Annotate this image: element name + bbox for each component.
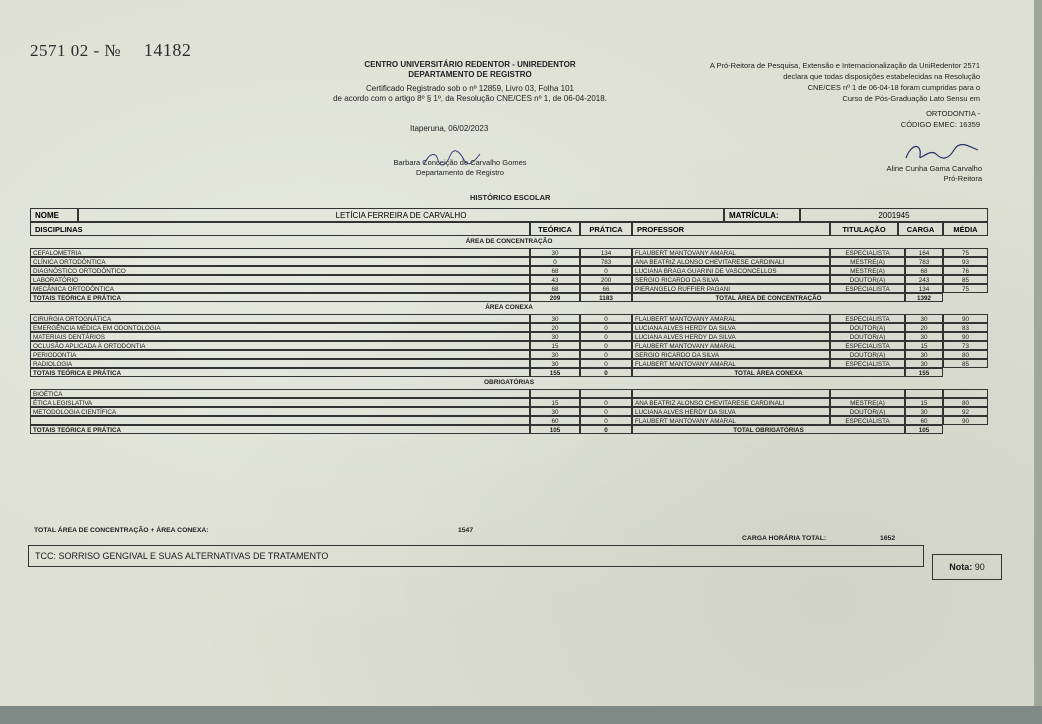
prof-cell: SERGIO RICARDO DA SILVA [632, 275, 830, 284]
teo-cell: 30 [530, 407, 580, 416]
totals-pra: 0 [580, 368, 632, 377]
nota-value: 90 [974, 562, 985, 572]
med-cell: 92 [943, 407, 988, 416]
teo-cell: 30 [530, 359, 580, 368]
med-cell: 80 [943, 398, 988, 407]
institution-header [300, 60, 640, 104]
teo-cell: 60 [530, 416, 580, 425]
tit-cell: DOUTOR(A) [830, 350, 905, 359]
teo-cell [530, 389, 580, 398]
teo-cell: 30 [530, 350, 580, 359]
signature-left-name: Barbara Conceição de Carvalho Gomes [393, 158, 527, 167]
name-label: NOME [30, 208, 78, 222]
tit-cell: ESPECIALISTA [830, 416, 905, 425]
table-row [30, 407, 988, 416]
pra-cell: 66 [580, 284, 632, 293]
prof-cell: LUCIANA ALVES HERDY DA SILVA [632, 323, 830, 332]
serial-prefix: 2571 02 - [30, 41, 100, 60]
col-professor: PROFESSOR [632, 222, 830, 236]
prof-cell: LUCIANA ALVES HERDY DA SILVA [632, 332, 830, 341]
teo-cell: 20 [530, 323, 580, 332]
col-pratica: PRÁTICA [580, 222, 632, 236]
disc-cell: EMERGÊNCIA MÉDICA EM ODONTOLOGIA [30, 323, 530, 332]
disc-cell [30, 416, 530, 425]
teo-cell: 30 [530, 248, 580, 257]
tit-cell: MESTRE(A) [830, 266, 905, 275]
table-row [30, 275, 988, 284]
disc-cell: BIOÉTICA [30, 389, 530, 398]
disc-cell: METODOLOGIA CIENTÍFICA [30, 407, 530, 416]
pra-cell: 0 [580, 350, 632, 359]
grades-table [30, 208, 988, 434]
teo-cell: 68 [530, 284, 580, 293]
tit-cell: MESTRE(A) [830, 257, 905, 266]
note-course: ORTODONTIA - [926, 109, 980, 118]
tit-cell [830, 389, 905, 398]
final-grade [932, 554, 1002, 580]
car-cell: 243 [905, 275, 943, 284]
note-code: CÓDIGO EMEC: 16359 [900, 120, 980, 129]
pra-cell: 0 [580, 416, 632, 425]
totals-label: TOTAIS TEÓRICA E PRÁTICA [30, 425, 530, 434]
carga-total-label: CARGA HORÁRIA TOTAL: [742, 535, 827, 542]
tit-cell: DOUTOR(A) [830, 275, 905, 284]
car-cell: 30 [905, 407, 943, 416]
car-cell: 783 [905, 257, 943, 266]
totals-carga: 1392 [905, 293, 943, 302]
car-cell: 30 [905, 350, 943, 359]
note-line-2: declara que todas disposições estabelecidas na Resolução [783, 72, 980, 81]
carga-total-value: 1652 [880, 535, 896, 542]
prof-cell: FLAUBERT MANTOVANY AMARAL [632, 314, 830, 323]
tit-cell: MESTRE(A) [830, 398, 905, 407]
totals-text: TOTAL ÁREA CONEXA [632, 368, 905, 377]
tit-cell: ESPECIALISTA [830, 359, 905, 368]
totals-carga: 155 [905, 368, 943, 377]
col-carga: CARGA [898, 222, 943, 236]
totals-label: TOTAIS TEÓRICA E PRÁTICA [30, 293, 530, 302]
teo-cell: 0 [530, 257, 580, 266]
totals-row [30, 425, 988, 434]
issue-date: Itaperuna, 06/02/2023 [410, 124, 489, 133]
prof-cell: FLAUBERT MANTOVANY AMARAL [632, 359, 830, 368]
prof-cell: FLAUBERT MANTOVANY AMARAL [632, 248, 830, 257]
car-cell: 15 [905, 341, 943, 350]
pra-cell: 0 [580, 266, 632, 275]
prof-cell: FLAUBERT MANTOVANY AMARAL [632, 341, 830, 350]
totals-pra: 1183 [580, 293, 632, 302]
table-row [30, 332, 988, 341]
signature-scribble-icon [902, 140, 982, 164]
matricula-value: 2001945 [800, 208, 988, 222]
table-row [30, 359, 988, 368]
prof-cell: FLAUBERT MANTOVANY AMARAL [632, 416, 830, 425]
pra-cell: 0 [580, 341, 632, 350]
totals-row [30, 368, 988, 377]
table-row [30, 314, 988, 323]
med-cell: 90 [943, 332, 988, 341]
disc-cell: OCLUSÃO APLICADA À ORTODONTIA [30, 341, 530, 350]
tcc-title: TCC: SORRISO GENGIVAL E SUAS ALTERNATIVAS DE TRATAMENTO [28, 545, 924, 567]
disc-cell: MECÂNICA ORTODÔNTICA [30, 284, 530, 293]
totals-carga: 105 [905, 425, 943, 434]
background-strip [0, 706, 1042, 724]
tit-cell: ESPECIALISTA [830, 248, 905, 257]
disc-cell: CEFALOMETRIA [30, 248, 530, 257]
declaration-note [650, 60, 980, 130]
totals-teo: 209 [530, 293, 580, 302]
teo-cell: 30 [530, 332, 580, 341]
pra-cell: 783 [580, 257, 632, 266]
disc-cell: LABORATÓRIO [30, 275, 530, 284]
totals-text: TOTAL ÁREA DE CONCENTRAÇÃO [632, 293, 905, 302]
med-cell: 76 [943, 266, 988, 275]
tit-cell: ESPECIALISTA [830, 341, 905, 350]
student-name: LETÍCIA FERREIRA DE CARVALHO [78, 208, 724, 222]
nota-label: Nota: [949, 562, 973, 572]
note-line-4: Curso de Pós-Graduação Lato Sensu em [842, 94, 980, 103]
note-line-3: CNE/CES nº 1 de 06-04-18 foram cumpridas para o [807, 83, 980, 92]
tit-cell: ESPECIALISTA [830, 284, 905, 293]
med-cell: 83 [943, 323, 988, 332]
signature-right-name: Aline Cunha Gama Carvalho [886, 164, 982, 173]
car-cell: 134 [905, 284, 943, 293]
registration-line: Certificado Registrado sob o nº 12859, Livro 03, Folha 101 [366, 84, 574, 93]
med-cell: 90 [943, 416, 988, 425]
med-cell: 85 [943, 275, 988, 284]
med-cell: 93 [943, 257, 988, 266]
totals-teo: 105 [530, 425, 580, 434]
car-cell: 164 [905, 248, 943, 257]
car-cell: 20 [905, 323, 943, 332]
disc-cell: PERIODONTIA [30, 350, 530, 359]
pra-cell [580, 389, 632, 398]
prof-cell: PIERANGELO RUFFIER PAGANI [632, 284, 830, 293]
table-row [30, 248, 988, 257]
prof-cell [632, 389, 830, 398]
table-row [30, 257, 988, 266]
med-cell: 73 [943, 341, 988, 350]
table-row [30, 416, 988, 425]
tit-cell: DOUTOR(A) [830, 323, 905, 332]
pra-cell: 134 [580, 248, 632, 257]
signature-scribble-icon [422, 148, 482, 170]
table-row [30, 389, 988, 398]
serial-symbol: № [104, 41, 122, 60]
prof-cell: LUCIANA ALVES HERDY DA SILVA [632, 407, 830, 416]
col-media: MÉDIA [943, 222, 988, 236]
document-title: HISTÓRICO ESCOLAR [470, 193, 551, 202]
section-title: ÁREA DE CONCENTRAÇÃO [465, 238, 553, 245]
car-cell: 68 [905, 266, 943, 275]
resolution-line: de acordo com o artigo 8º § 1º, da Resolução CNE/CES nº 1, de 06-04-2018. [333, 94, 607, 103]
totals-text: TOTAL OBRIGATÓRIAS [632, 425, 905, 434]
med-cell: 75 [943, 284, 988, 293]
tit-cell: DOUTOR(A) [830, 407, 905, 416]
signature-right [860, 140, 982, 184]
disc-cell: ÉTICA LEGISLATIVA [30, 398, 530, 407]
institution-name: CENTRO UNIVERSITÁRIO REDENTOR - UNIREDENTOR [364, 60, 576, 69]
totals-label: TOTAIS TEÓRICA E PRÁTICA [30, 368, 530, 377]
prof-cell: SERGIO RICARDO DA SILVA [632, 350, 830, 359]
prof-cell: ANA BEATRIZ ALONSO CHEVITARESE CARDINALI [632, 398, 830, 407]
col-titulacao: TITULAÇÃO [830, 222, 898, 236]
tit-cell: ESPECIALISTA [830, 314, 905, 323]
teo-cell: 15 [530, 398, 580, 407]
teo-cell: 68 [530, 266, 580, 275]
med-cell [943, 389, 988, 398]
institution-department: DEPARTAMENTO DE REGISTRO [408, 70, 532, 79]
car-cell [905, 389, 943, 398]
conc-conexa-label: TOTAL ÁREA DE CONCENTRAÇÃO + ÁREA CONEXA: [34, 527, 209, 534]
section-title: ÁREA CONEXA [485, 304, 533, 311]
note-line-1: A Pró-Reitora de Pesquisa, Extensão e Internacionalização da UniRedentor 2571 [709, 61, 980, 70]
columns-header [30, 222, 988, 236]
pra-cell: 0 [580, 359, 632, 368]
disc-cell: CLÍNICA ORTODÔNTICA [30, 257, 530, 266]
pra-cell: 0 [580, 407, 632, 416]
totals-row [30, 293, 988, 302]
signature-left [360, 158, 560, 178]
table-row [30, 323, 988, 332]
car-cell: 15 [905, 398, 943, 407]
student-row [30, 208, 988, 222]
car-cell: 30 [905, 314, 943, 323]
teo-cell: 30 [530, 314, 580, 323]
prof-cell: LUCIANA BRAGA GUARINI DE VASCONCELLOS [632, 266, 830, 275]
table-row [30, 266, 988, 275]
disc-cell: RADIOLOGIA [30, 359, 530, 368]
med-cell: 85 [943, 359, 988, 368]
pra-cell: 0 [580, 398, 632, 407]
med-cell: 75 [943, 248, 988, 257]
grand-totals [34, 527, 964, 542]
serial-number [30, 40, 191, 61]
car-cell: 30 [905, 332, 943, 341]
table-row [30, 341, 988, 350]
col-disciplinas: DISCIPLINAS [30, 222, 530, 236]
car-cell: 60 [905, 416, 943, 425]
serial-value: 14182 [143, 40, 192, 60]
teo-cell: 43 [530, 275, 580, 284]
pra-cell: 0 [580, 323, 632, 332]
totals-teo: 155 [530, 368, 580, 377]
signature-left-role: Departamento de Registro [416, 168, 504, 177]
table-row [30, 398, 988, 407]
disc-cell: DIAGNÓSTICO ORTODÔNTICO [30, 266, 530, 275]
section-title: OBRIGATÓRIAS [483, 379, 535, 386]
teo-cell: 15 [530, 341, 580, 350]
pra-cell: 0 [580, 314, 632, 323]
col-teorica: TEÓRICA [530, 222, 580, 236]
totals-pra: 0 [580, 425, 632, 434]
table-row [30, 350, 988, 359]
med-cell: 90 [943, 314, 988, 323]
disc-cell: MATERIAIS DENTÁRIOS [30, 332, 530, 341]
disc-cell: CIRURGIA ORTOGNÁTICA [30, 314, 530, 323]
conc-conexa-value: 1547 [458, 527, 474, 534]
tit-cell: DOUTOR(A) [830, 332, 905, 341]
matricula-label: MATRÍCULA: [724, 208, 800, 222]
table-row [30, 284, 988, 293]
pra-cell: 0 [580, 332, 632, 341]
car-cell: 30 [905, 359, 943, 368]
signature-right-role: Pró-Reitora [943, 174, 982, 183]
pra-cell: 200 [580, 275, 632, 284]
prof-cell: ANA BEATRIZ ALONSO CHEVITARESE CARDINALI [632, 257, 830, 266]
med-cell: 80 [943, 350, 988, 359]
